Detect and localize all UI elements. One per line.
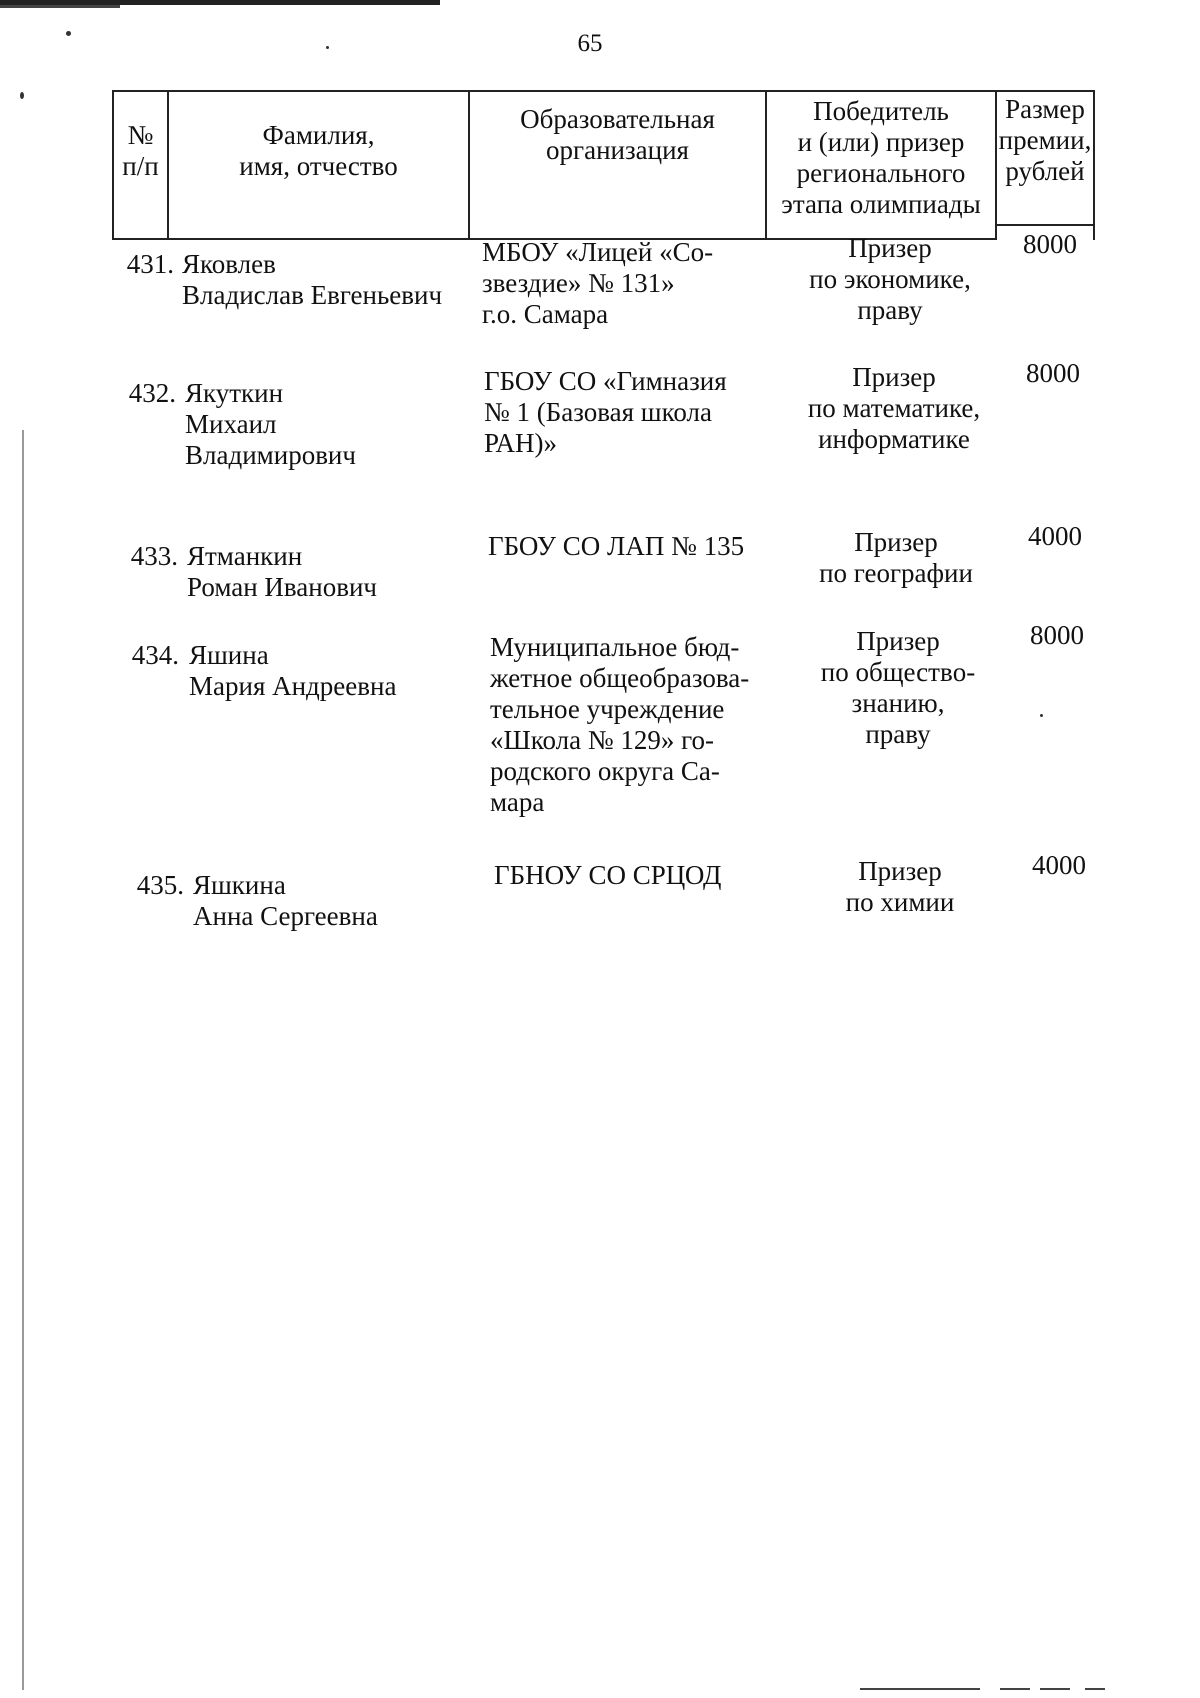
org-line: мара — [490, 787, 545, 817]
scan-speck — [326, 46, 329, 49]
award-line: по экономике, — [809, 264, 971, 294]
header-line: регионального — [796, 158, 966, 188]
row-award — [770, 233, 1010, 326]
header-line: и (или) призер — [797, 127, 965, 157]
row-name — [185, 378, 485, 471]
org-line: № 1 (Базовая школа — [484, 397, 712, 427]
scan-edge-left — [22, 430, 24, 1690]
name-line: Роман Иванович — [187, 572, 378, 602]
header-line: имя, отчество — [239, 151, 398, 181]
row-award — [776, 527, 1016, 589]
award-line: Призер — [848, 233, 932, 263]
header-line: Фамилия, — [262, 120, 375, 150]
header-cell-prize — [997, 92, 1093, 226]
name-line: Владимирович — [185, 440, 356, 470]
header-line: этапа олимпиады — [781, 189, 981, 219]
org-line: тельное учреждение — [490, 694, 725, 724]
header-cell-name — [169, 92, 470, 240]
row-organization — [484, 366, 759, 459]
row-organization — [490, 632, 769, 818]
name-line: Яшина — [189, 640, 269, 670]
award-line: по географии — [819, 558, 973, 588]
header-line: п/п — [122, 151, 159, 181]
row-number: 433. — [130, 541, 178, 571]
org-line: жетное общеобразова- — [490, 663, 750, 693]
org-line: ГБОУ СО ЛАП № 135 — [488, 531, 745, 561]
page-number: 65 — [577, 30, 603, 57]
header-line: организация — [546, 135, 689, 165]
header-line: № — [127, 120, 154, 150]
row-award — [774, 362, 1014, 455]
award-line: праву — [857, 295, 923, 325]
name-line: Якуткин — [185, 378, 284, 408]
row-number: 434. — [131, 640, 179, 670]
row-award — [780, 856, 1020, 918]
award-line: информатике — [818, 424, 970, 454]
table-header — [112, 90, 1095, 240]
row-number: 431. — [126, 249, 174, 279]
award-line: праву — [865, 719, 931, 749]
scan-edge-bottom — [1085, 1688, 1105, 1690]
name-line: Яковлев — [182, 249, 276, 279]
header-line: Победитель — [813, 96, 949, 126]
name-line: Анна Сергеевна — [193, 901, 378, 931]
name-line: Яшкина — [193, 870, 286, 900]
award-line: по обществo- — [820, 657, 976, 687]
name-line: Михаил — [185, 409, 277, 439]
org-line: «Школа № 129» го- — [490, 725, 714, 755]
row-name — [182, 249, 472, 311]
name-line: Владислав Евгеньевич — [182, 280, 443, 310]
award-line: Призер — [852, 362, 936, 392]
row-organization — [482, 237, 757, 330]
org-line: ГБНОУ СО СРЦОД — [494, 860, 722, 890]
header-line: Образовательная — [520, 104, 715, 134]
row-number: 435. — [136, 870, 184, 900]
scan-edge-bottom — [1040, 1688, 1070, 1690]
name-line: Мария Андреевна — [189, 671, 397, 701]
row-prize: 8000 — [1030, 620, 1084, 650]
org-line: звездие» № 131» — [482, 268, 675, 298]
scan-speck — [20, 92, 24, 99]
header-cell-organization — [470, 92, 767, 240]
award-line: по математике, — [807, 393, 981, 423]
org-line: РАН)» — [484, 428, 558, 458]
award-line: Призер — [858, 856, 942, 886]
org-line: родского округа Са- — [490, 756, 720, 786]
award-line: Призер — [854, 527, 938, 557]
org-line: г.о. Самара — [482, 299, 609, 329]
award-line: Призер — [856, 626, 940, 656]
award-line: по химии — [845, 887, 955, 917]
scan-speck — [66, 31, 71, 36]
header-cell-number — [114, 92, 169, 240]
header-line: рублей — [1005, 156, 1085, 186]
scan-edge-top-2 — [0, 5, 120, 8]
scan-edge-bottom — [860, 1688, 980, 1690]
row-prize: 4000 — [1028, 521, 1082, 551]
row-name — [189, 640, 489, 702]
scan-edge-bottom — [1000, 1688, 1030, 1690]
header-cell-award — [767, 92, 997, 240]
row-name — [187, 541, 487, 603]
header-line: премии, — [998, 125, 1092, 155]
name-line: Ятманкин — [187, 541, 303, 571]
row-number: 432. — [128, 378, 176, 408]
scan-speck — [1040, 714, 1043, 717]
org-line: Муниципальное бюд- — [490, 632, 740, 662]
award-line: знанию, — [851, 688, 945, 718]
row-prize: 8000 — [1026, 358, 1080, 388]
org-line: МБОУ «Лицей «Со- — [482, 237, 714, 267]
header-line: Размер — [1005, 94, 1085, 124]
row-prize: 8000 — [1023, 229, 1077, 259]
org-line: ГБОУ СО «Гимназия — [484, 366, 727, 396]
row-name — [193, 870, 493, 932]
row-prize: 4000 — [1032, 850, 1086, 880]
row-award — [778, 626, 1018, 750]
